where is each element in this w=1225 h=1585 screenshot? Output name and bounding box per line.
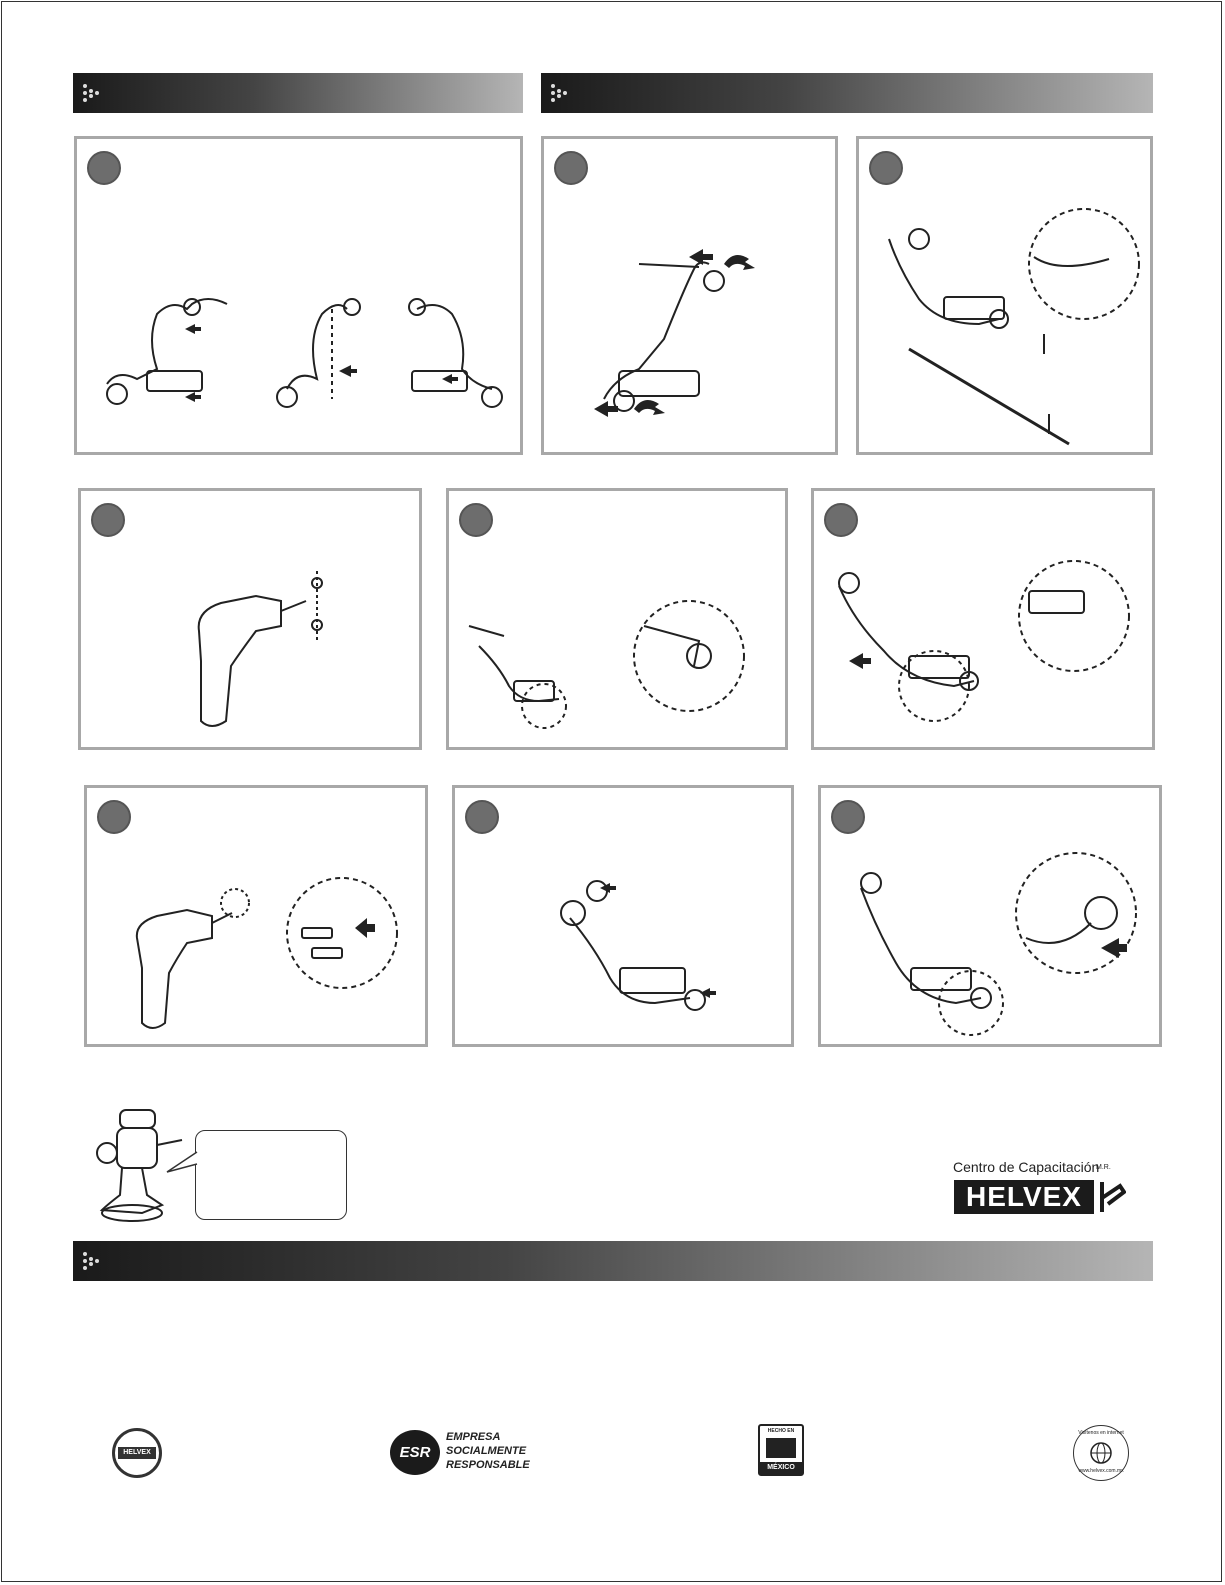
section-bar-bottom: [73, 1241, 1153, 1281]
wrench-faucet-icon: [1098, 1178, 1126, 1214]
mascot-speech-bubble: [195, 1130, 347, 1220]
step-panel-3: [856, 136, 1153, 455]
helvex-logo: HELVEX: [954, 1180, 1094, 1214]
mexico-flag-mark: [766, 1438, 796, 1458]
web-seal-label: Visítenos en internet: [1078, 1430, 1124, 1436]
disassembly-illustration: [77, 139, 520, 452]
step-panel-9: [818, 785, 1162, 1047]
training-center-label: Centro de Capacitación: [953, 1159, 1100, 1175]
section-bar-right: [541, 73, 1153, 113]
measure-mount-illustration: [859, 139, 1150, 452]
esr-emblem: ESR: [390, 1430, 440, 1475]
step-panel-6: [811, 488, 1155, 750]
step-panel-8: [452, 785, 794, 1047]
section-bar-left: [73, 73, 523, 113]
esr-line-3: RESPONSABLE: [446, 1459, 530, 1471]
web-seal: [1073, 1425, 1129, 1481]
drill-anchor-illustration: [87, 788, 425, 1044]
speech-bubble-tail: [165, 1150, 205, 1180]
esr-line-1: EMPRESA: [446, 1431, 501, 1443]
dots-chevron-icon: [81, 82, 103, 104]
step-panel-1: [74, 136, 523, 455]
trademark-mark: M.R.: [1096, 1164, 1111, 1171]
esr-logo: [390, 1425, 560, 1480]
web-url-label: www.helvex.com.mx: [1078, 1468, 1124, 1474]
step-panel-2: [541, 136, 838, 455]
made-in-bottom-label: MÉXICO: [760, 1462, 802, 1474]
step-panel-5: [446, 488, 788, 750]
flange-removal-illustration: [544, 139, 835, 452]
step-panel-4: [78, 488, 422, 750]
made-in-mexico-badge: [758, 1424, 804, 1476]
cover-fix-illustration: [821, 788, 1159, 1044]
globe-icon: [1089, 1441, 1113, 1465]
bar-fix-illustration: [455, 788, 791, 1044]
helvex-seal: [112, 1428, 162, 1478]
made-in-top-label: HECHO EN: [767, 1428, 795, 1434]
step-panel-7: [84, 785, 428, 1047]
dots-chevron-icon: [81, 1250, 103, 1272]
drill-illustration: [81, 491, 419, 747]
seal-label: HELVEX: [118, 1447, 156, 1459]
dots-chevron-icon: [549, 82, 571, 104]
bar-placement-illustration: [814, 491, 1152, 747]
esr-line-2: SOCIALMENTE: [446, 1445, 527, 1457]
anchor-insert-illustration: [449, 491, 785, 747]
